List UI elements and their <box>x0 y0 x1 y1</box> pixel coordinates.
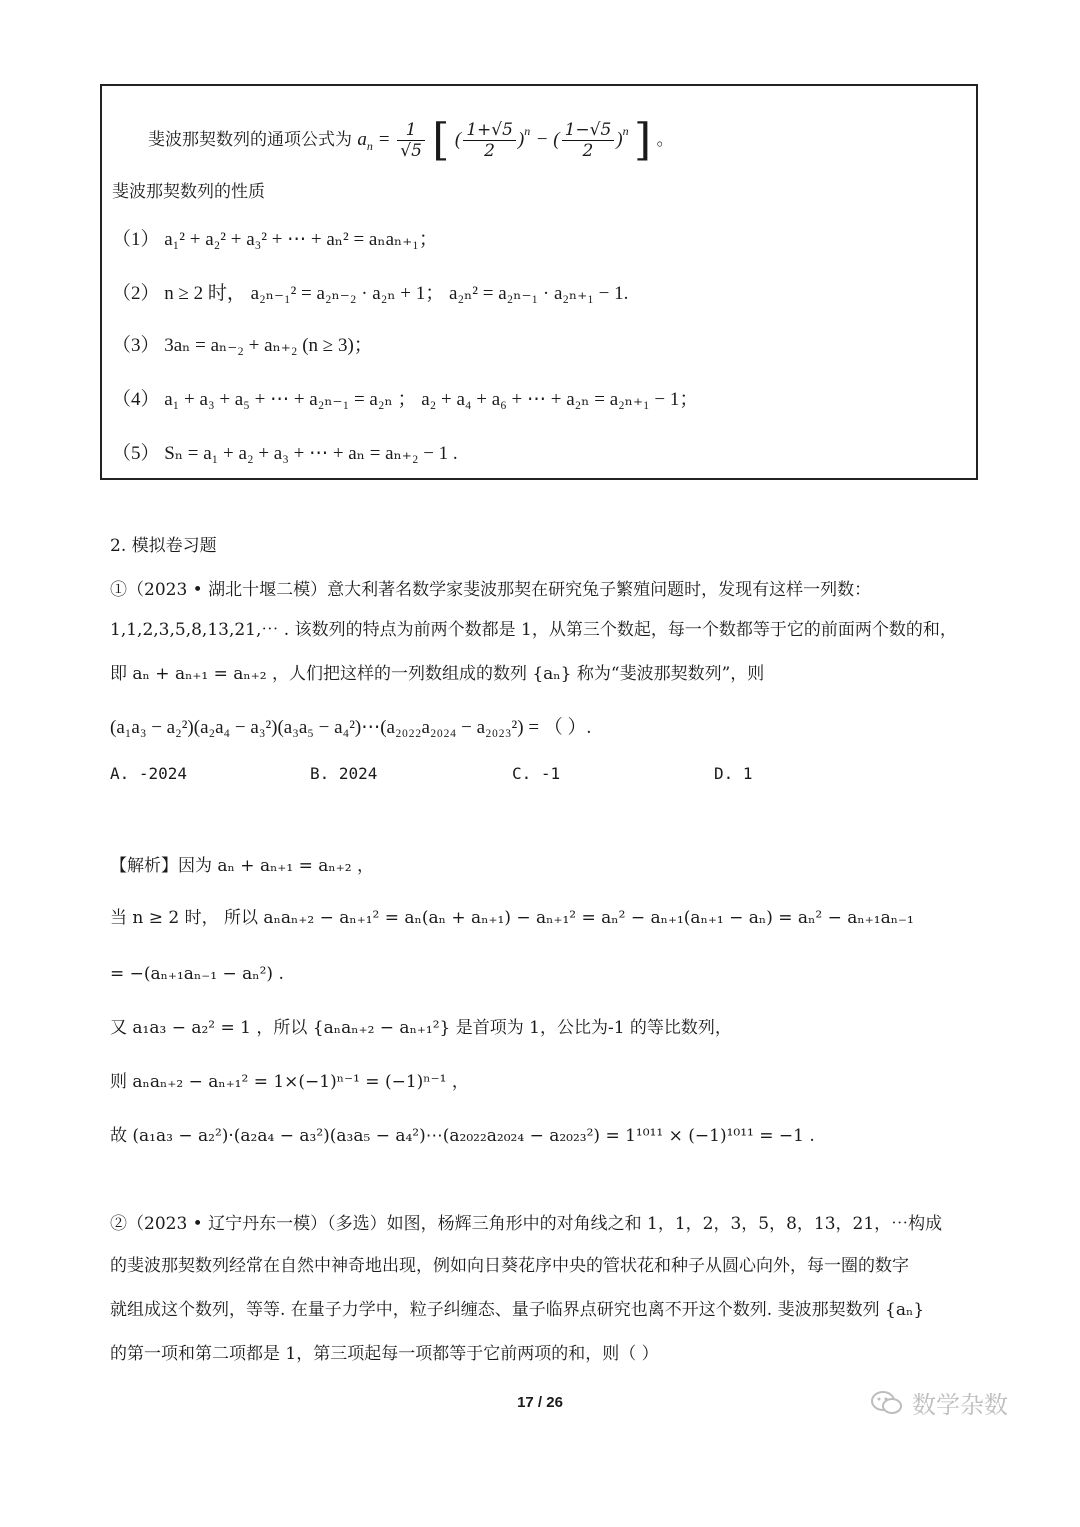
formula-line: 斐波那契数列的通项公式为 $a_n$ = $\frac{1}{√5}$ [ ( $\frac{1+√5}{2}$ )$^n$ − ( $\frac{1-√5}{2}$ )$^n$ ] 。 <box>148 114 674 166</box>
wechat-icon <box>870 1389 904 1417</box>
q2-line-4: 的第一项和第二项都是 1，第三项起每一项都等于它前两项的和，则（ ） <box>110 1344 659 1364</box>
option-a: A. -2024 <box>110 764 188 783</box>
q2-line-3: 就组成这个数列，等等. 在量子力学中，粒子纠缠态、量子临界点研究也离不开这个数列. 斐波那契数列 {aₙ} <box>110 1300 925 1320</box>
solution-line-1: 【解析】因为 aₙ + aₙ₊₁ = aₙ₊₂ ， <box>110 856 374 876</box>
q1-line-2: 1,1,2,3,5,8,13,21,⋯ . 该数列的特点为前两个数都是 1，从第三个数起，每一个数都等于它的前面两个数的和， <box>110 620 957 640</box>
option-b: B. 2024 <box>310 764 378 783</box>
formula-end: 。 <box>656 130 674 150</box>
q1-line-4: (a₁a₃ − a₂²)(a₂a₄ − a₃²)(a₃a₅ − a₄²)⋯(a₂₀₂₂a₂₀₂₄ − a₂₀₂₃²) = （ ）. <box>110 717 592 738</box>
property-1: （1） a₁² + a₂² + a₃² + ⋯ + aₙ² = aₙaₙ₊₁； <box>112 229 438 250</box>
solution-line-6: 故 (a₁a₃ − a₂²)·(a₂a₄ − a₃²)(a₃a₅ − a₄²)⋯(a₂₀₂₂a₂₀₂₄ − a₂₀₂₃²) = 1¹⁰¹¹ × (−1)¹⁰¹¹ = −1 . <box>110 1126 815 1146</box>
option-d: D. 1 <box>714 764 753 783</box>
properties-box <box>100 84 978 480</box>
q1-line-1: ①（2023 • 湖北十堰二模）意大利著名数学家斐波那契在研究兔子繁殖问题时，发现有这样一列数： <box>110 580 872 600</box>
q1-line-3: 即 aₙ + aₙ₊₁ = aₙ₊₂ ，人们把这样的一列数组成的数列 {aₙ} 称为“斐波那契数列”，则 <box>110 664 765 684</box>
q2-line-1: ②（2023 • 辽宁丹东一模）（多选）如图，杨辉三角形中的对角线之和 1，1，2，3，5，8，13，21，⋯构成 <box>110 1214 943 1234</box>
section-title: 2. 模拟卷习题 <box>110 536 217 556</box>
formula-frac1: $\frac{1}{√5}$ <box>397 120 425 161</box>
formula-left-bracket: [ <box>432 114 450 166</box>
q2-line-2: 的斐波那契数列经常在自然中神奇地出现，例如向日葵花序中央的管状花和种子从圆心向外，每一圈的数字 <box>110 1256 909 1276</box>
solution-line-5: 则 aₙaₙ₊₂ − aₙ₊₁² = 1×(−1)ⁿ⁻¹ = (−1)ⁿ⁻¹ ， <box>110 1072 469 1092</box>
formula-minus: − <box>535 129 554 150</box>
properties-title: 斐波那契数列的性质 <box>112 182 265 202</box>
property-2: （2） n ≥ 2 时， a₂ₙ₋₁² = a₂ₙ₋₂ · a₂ₙ + 1； a₂ₙ² = a₂ₙ₋₁ · a₂ₙ₊₁ − 1. <box>112 283 629 304</box>
solution-line-4: 又 a₁a₃ − a₂² = 1 ，所以 {aₙaₙ₊₂ − aₙ₊₁²} 是首项为 1，公比为-1 的等比数列， <box>110 1018 732 1038</box>
watermark <box>870 1385 1008 1420</box>
property-3: （3） 3aₙ = aₙ₋₂ + aₙ₊₂ (n ≥ 3)； <box>112 335 373 356</box>
formula-lhs: $a_n$ = <box>357 129 396 153</box>
formula-frac2: $\frac{1+√5}{2}$ <box>463 120 516 161</box>
solution-line-2: 当 n ≥ 2 时， 所以 aₙaₙ₊₂ − aₙ₊₁² = aₙ(aₙ + aₙ₊₁) − aₙ₊₁² = aₙ² − aₙ₊₁(aₙ₊₁ − aₙ) = aₙ² − aₙ₊₁aₙ₋₁ <box>110 908 914 928</box>
property-4: （4） a₁ + a₃ + a₅ + ⋯ + a₂ₙ₋₁ = a₂ₙ ； a₂ + a₄ + a₆ + ⋯ + a₂ₙ = a₂ₙ₊₁ − 1； <box>112 389 699 410</box>
watermark-text: 数学杂数 <box>912 1391 1008 1419</box>
option-c: C. -1 <box>512 764 561 783</box>
property-5: （5） Sₙ = a₁ + a₂ + a₃ + ⋯ + aₙ = aₙ₊₂ − 1 . <box>112 443 458 464</box>
formula-frac3: $\frac{1-√5}{2}$ <box>562 120 615 161</box>
page-number: 17 / 26 <box>517 1394 563 1411</box>
formula-right-bracket: ] <box>634 114 652 166</box>
solution-line-3: = −(aₙ₊₁aₙ₋₁ − aₙ²) . <box>110 964 284 984</box>
formula-intro: 斐波那契数列的通项公式为 <box>148 130 352 150</box>
